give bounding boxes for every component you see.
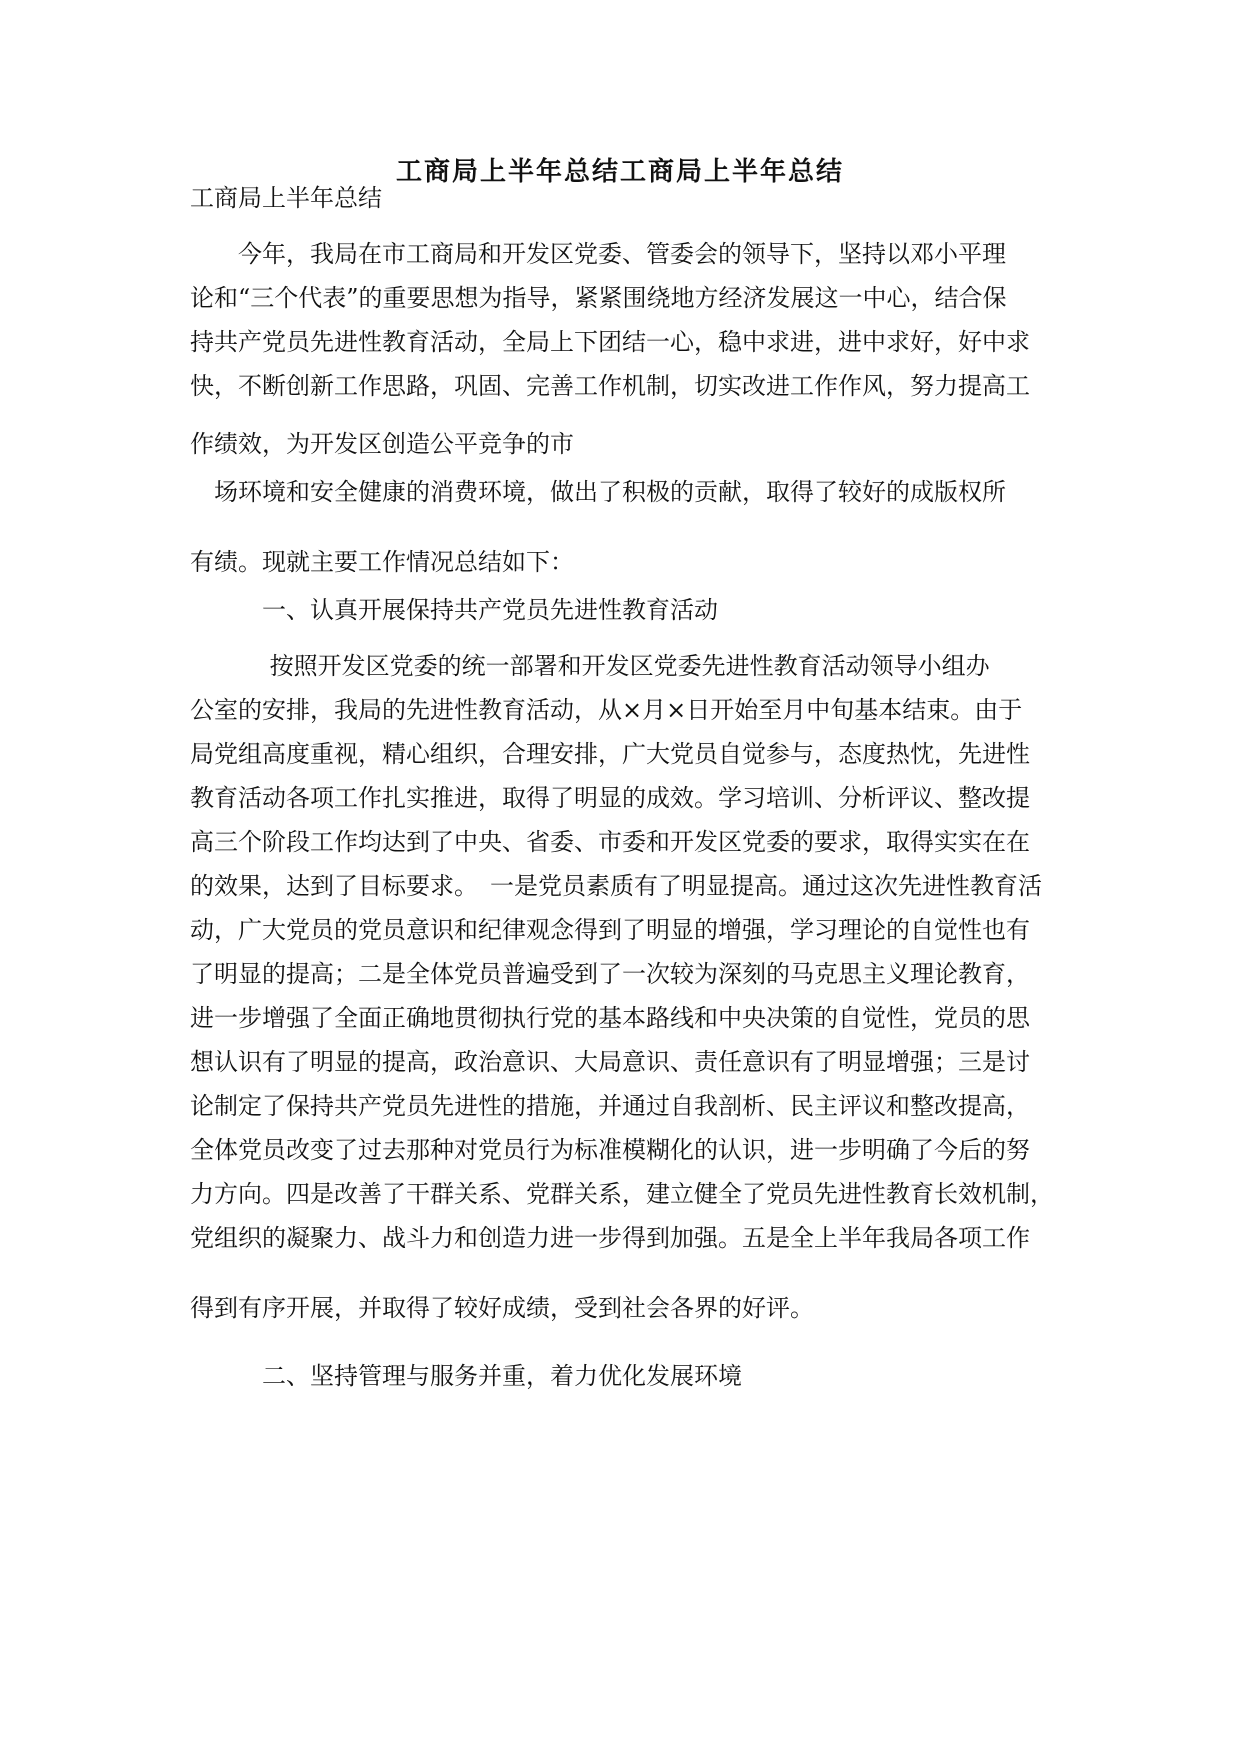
document-title: 工商局上半年总结工商局上半年总结 bbox=[395, 157, 844, 187]
body-line: 论制定了保持共产党员先进性的措施，并通过自我剖析、民主评议和整改提高， bbox=[190, 1092, 1030, 1120]
section-heading: 一、认真开展保持共产党员先进性教育活动 bbox=[190, 596, 718, 624]
body-line: 局党组高度重视，精心组织，合理安排，广大党员自觉参与，态度热忱，先进性 bbox=[190, 740, 1030, 768]
body-line: 高三个阶段工作均达到了中央、省委、市委和开发区党委的要求，取得实实在在 bbox=[190, 828, 1030, 856]
subtitle-line: 工商局上半年总结 bbox=[190, 184, 382, 212]
body-line: 公室的安排，我局的先进性教育活动，从×月×日开始至月中旬基本结束。由于 bbox=[190, 696, 1023, 724]
section-heading: 二、坚持管理与服务并重，着力优化发展环境 bbox=[190, 1362, 742, 1390]
body-line: 今年，我局在市工商局和开发区党委、管委会的领导下，坚持以邓小平理 bbox=[190, 240, 1006, 268]
body-line: 力方向。四是改善了干群关系、党群关系，建立健全了党员先进性教育长效机制， bbox=[190, 1180, 1054, 1208]
body-line: 进一步增强了全面正确地贯彻执行党的基本路线和中央决策的自觉性，党员的思 bbox=[190, 1004, 1030, 1032]
body-line: 作绩效，为开发区创造公平竞争的市 bbox=[190, 430, 574, 458]
body-line: 有绩。现就主要工作情况总结如下： bbox=[190, 548, 574, 576]
body-line: 的效果，达到了目标要求。 一是党员素质有了明显提高。通过这次先进性教育活 bbox=[190, 872, 1042, 900]
body-line: 了明显的提高；二是全体党员普遍受到了一次较为深刻的马克思主义理论教育， bbox=[190, 960, 1030, 988]
body-line: 教育活动各项工作扎实推进，取得了明显的成效。学习培训、分析评议、整改提 bbox=[190, 784, 1030, 812]
body-line: 场环境和安全健康的消费环境，做出了积极的贡献，取得了较好的成版权所 bbox=[190, 478, 1006, 506]
body-line: 按照开发区党委的统一部署和开发区党委先进性教育活动领导小组办 bbox=[190, 652, 990, 680]
body-line: 快，不断创新工作思路，巩固、完善工作机制，切实改进工作作风，努力提高工 bbox=[190, 372, 1030, 400]
body-line: 想认识有了明显的提高，政治意识、大局意识、责任意识有了明显增强；三是讨 bbox=[190, 1048, 1030, 1076]
body-line: 动，广大党员的党员意识和纪律观念得到了明显的增强，学习理论的自觉性也有 bbox=[190, 916, 1030, 944]
body-line: 论和“三个代表”的重要思想为指导，紧紧围绕地方经济发展这一中心，结合保 bbox=[190, 284, 1007, 312]
body-line: 党组织的凝聚力、战斗力和创造力进一步得到加强。五是全上半年我局各项工作 bbox=[190, 1224, 1030, 1252]
body-line: 持共产党员先进性教育活动，全局上下团结一心，稳中求进，进中求好，好中求 bbox=[190, 328, 1030, 356]
body-line: 得到有序开展，并取得了较好成绩，受到社会各界的好评。 bbox=[190, 1294, 814, 1322]
body-line: 全体党员改变了过去那种对党员行为标准模糊化的认识，进一步明确了今后的努 bbox=[190, 1136, 1030, 1164]
